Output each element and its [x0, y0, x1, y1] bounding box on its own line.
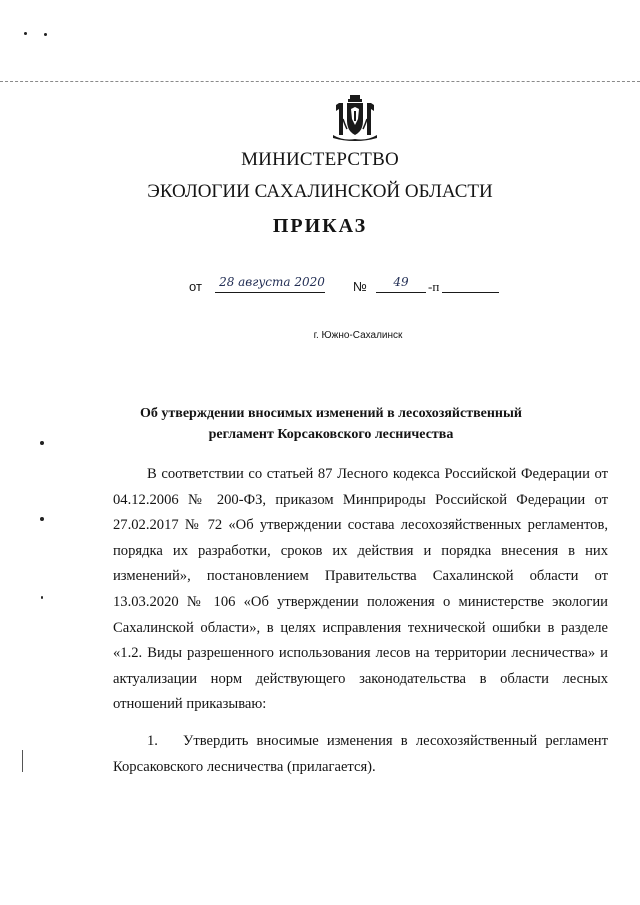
scan-speck	[40, 517, 44, 521]
suffix-underline	[442, 292, 499, 293]
scan-speck	[24, 32, 27, 35]
item-text: Утвердить вносимые изменения в лесохозяйственный регламент Корсаковского лесничества (прилагается).	[113, 733, 608, 775]
scan-dashed-line	[0, 81, 640, 82]
date-underline	[215, 292, 325, 293]
item-number: 1.	[147, 733, 158, 749]
number-suffix: -п	[428, 279, 440, 294]
number-underline	[376, 292, 426, 293]
city-name: г. Южно-Сахалинск	[313, 330, 403, 341]
number-prefix: №	[353, 279, 367, 294]
ministry-name-line2: ЭКОЛОГИИ САХАЛИНСКОЙ ОБЛАСТИ	[147, 181, 493, 202]
order-date-number-line	[189, 276, 509, 300]
scan-speck	[44, 33, 47, 36]
sakhalin-coat-of-arms-icon	[331, 95, 379, 141]
order-subject: Об утверждении вносимых изменений в лесохозяйственный регламент Корсаковского лесничества	[140, 406, 522, 442]
date-prefix: от	[189, 279, 202, 294]
scan-speck	[41, 596, 43, 599]
order-item	[113, 729, 608, 780]
ministry-name-line1: МИНИСТЕРСТВО	[241, 149, 399, 170]
scan-margin-mark	[22, 750, 23, 772]
scan-speck	[40, 441, 44, 445]
order-title: ПРИКАЗ	[272, 215, 368, 237]
preamble-paragraph: В соответствии со статьей 87 Лесного кодекса Российской Федерации от 04.12.2006 № 200-ФЗ, приказом Минприроды Российской Федерации от 27.02.2017 № 72 «Об утверждении состава лесохозяйственных регламентов, порядка их разработки, сроков их действия и порядка внесения в них изменений», постановлением Правительства Сахалинской области от 13.03.2020 № 106 «Об утверждении положения о министерстве экологии Сахалинской области», в целях исправления технической ошибки в разделе «1.2. Виды разрешенного использования лесов на территории лесничества» и актуализации норм действующего законодательства в области лесных отношений приказываю:	[113, 466, 608, 713]
handwritten-number: 49	[393, 275, 409, 289]
handwritten-date: 28 августа 2020	[219, 275, 325, 289]
